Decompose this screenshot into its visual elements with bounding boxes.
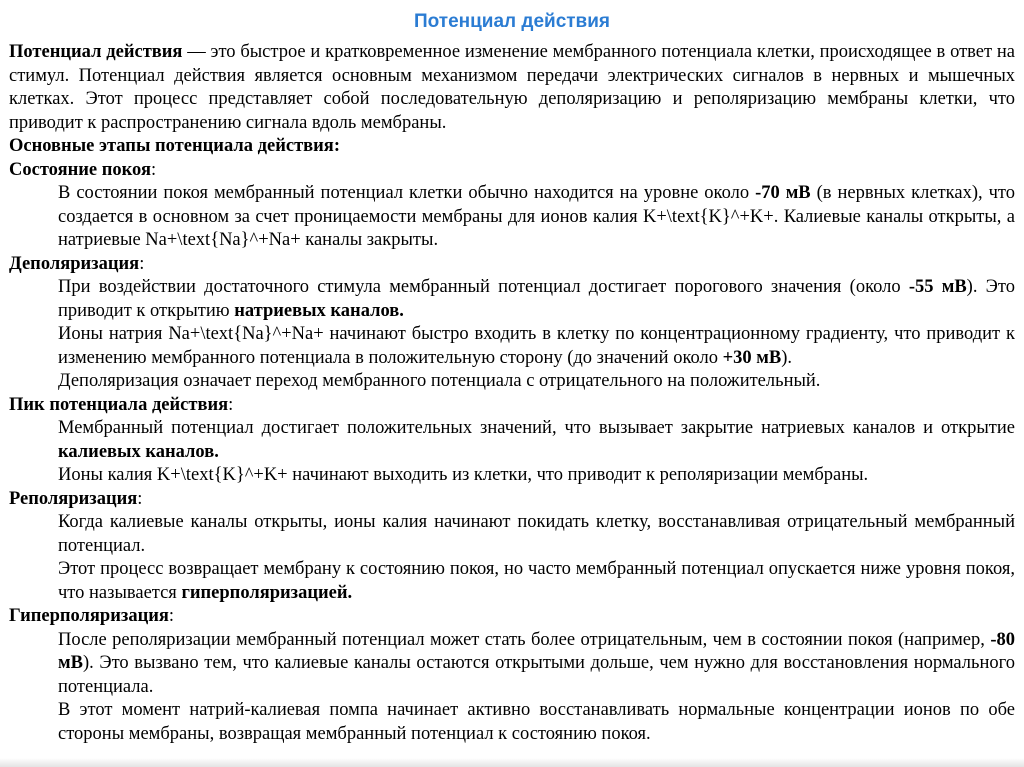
paragraph	[9, 488, 1015, 512]
paragraph	[9, 41, 1015, 135]
text-run: После реполяризации мембранный потенциал может стать более отрицательным, чем в состоянии покоя (например,	[58, 629, 991, 650]
paragraph	[58, 370, 1015, 394]
bold-text-run: Состояние покоя	[9, 159, 151, 180]
text-run: Ионы натрия Na+\text{Na}^+Na+ начинают быстро входить в клетку по концентрационному градиенту, что приводит к изменению мембранного потенциала в положительную сторону (до значений около	[58, 324, 1015, 368]
text-run: Ионы калия K+\text{K}^+K+ начинают выходить из клетки, что приводит к реполяризации мембраны.	[58, 465, 869, 485]
bold-text-run: калиевых каналов.	[58, 441, 219, 462]
bold-text-run: Потенциал действия	[9, 42, 183, 62]
text-run: В состоянии покоя мембранный потенциал клетки обычно находится на уровне около	[58, 183, 756, 203]
text-run: :	[168, 606, 175, 626]
slide-bottom-edge	[0, 758, 1024, 767]
paragraph	[58, 276, 1015, 323]
text-run: :	[228, 394, 234, 415]
text-run: В этот момент натрий-калиевая помпа начинает активно восстанавливать нормальные концентрации ионов по обе стороны мембраны, возвращая мембранный потенциал к состоянию покоя.	[58, 700, 1015, 744]
text-run: Мембранный потенциал достигает положительных значений, что вызывает закрытие натриевых каналов и открытие	[58, 418, 1015, 438]
bold-text-run: -55 мВ	[908, 277, 967, 297]
paragraph	[9, 135, 1015, 159]
text-run: При воздействии достаточного стимула мембранный потенциал достигает порогового значения (около	[58, 277, 909, 297]
paragraph	[9, 605, 1015, 629]
paragraph	[58, 558, 1015, 605]
text-run: :	[150, 159, 157, 180]
text-run: Когда калиевые каналы открыты, ионы калия начинают покидать клетку, восстанавливая отрицательный мембранный потенциал.	[58, 512, 1015, 556]
bold-text-run: +30 мВ	[722, 347, 782, 368]
text-run: ).	[781, 347, 793, 368]
text-run: (в нервных клетках), что создается в основном за счет проницаемости мембраны для ионов калия K+\text{K}^+K+. Калиевые каналы открыты, а натриевые Na+\text{Na}^+Na+ каналы закрыты.	[58, 183, 1015, 250]
bold-text-run: Деполяризация	[9, 253, 140, 274]
bold-text-run: -80 мВ	[58, 629, 1015, 673]
paragraph	[58, 182, 1015, 253]
bold-text-run: гиперполяризацией.	[181, 582, 353, 603]
text-run: ). Это приводит к открытию	[58, 277, 1015, 321]
paragraph	[58, 629, 1015, 700]
paragraph	[58, 464, 1015, 488]
bold-text-run: Пик потенциала действия	[9, 394, 229, 415]
text-run: ). Это вызвано тем, что калиевые каналы остаются открытыми дольше, чем нужно для восстановления нормального потенциала.	[58, 653, 1015, 697]
text-run: :	[139, 253, 145, 274]
page-title: Потенциал действия	[413, 11, 611, 32]
bold-text-run: Реполяризация	[9, 488, 138, 509]
text-run: Деполяризация означает переход мембранного потенциала с отрицательного на положительный.	[58, 371, 821, 391]
bold-text-run: натриевых каналов.	[234, 300, 404, 321]
bold-text-run: Гиперполяризация	[9, 606, 169, 626]
bold-text-run: -70 мВ	[755, 183, 811, 203]
paragraph	[58, 699, 1015, 746]
text-run: Этот процесс возвращает мембрану к состоянию покоя, но часто мембранный потенциал опускается ниже уровня покоя, что называется	[58, 559, 1015, 603]
paragraph	[9, 253, 1015, 277]
bold-text-run: Основные этапы потенциала действия:	[9, 136, 340, 156]
text-run: :	[137, 488, 143, 509]
paragraph	[58, 511, 1015, 558]
paragraph	[58, 417, 1015, 464]
paragraph	[58, 323, 1015, 370]
paragraph	[9, 394, 1015, 418]
paragraph	[9, 159, 1015, 183]
document-body	[9, 41, 1015, 746]
text-run: — это быстрое и кратковременное изменение мембранного потенциала клетки, происходящее в ответ на стимул. Потенциал действия является основным механизмом передачи электрических сигналов в нервных и мышечных клетках. Этот процесс представляет собой последовательную деполяризацию и реполяризацию мембраны клетки, что приводит к распространению сигнала вдоль мембраны.	[9, 42, 1015, 133]
